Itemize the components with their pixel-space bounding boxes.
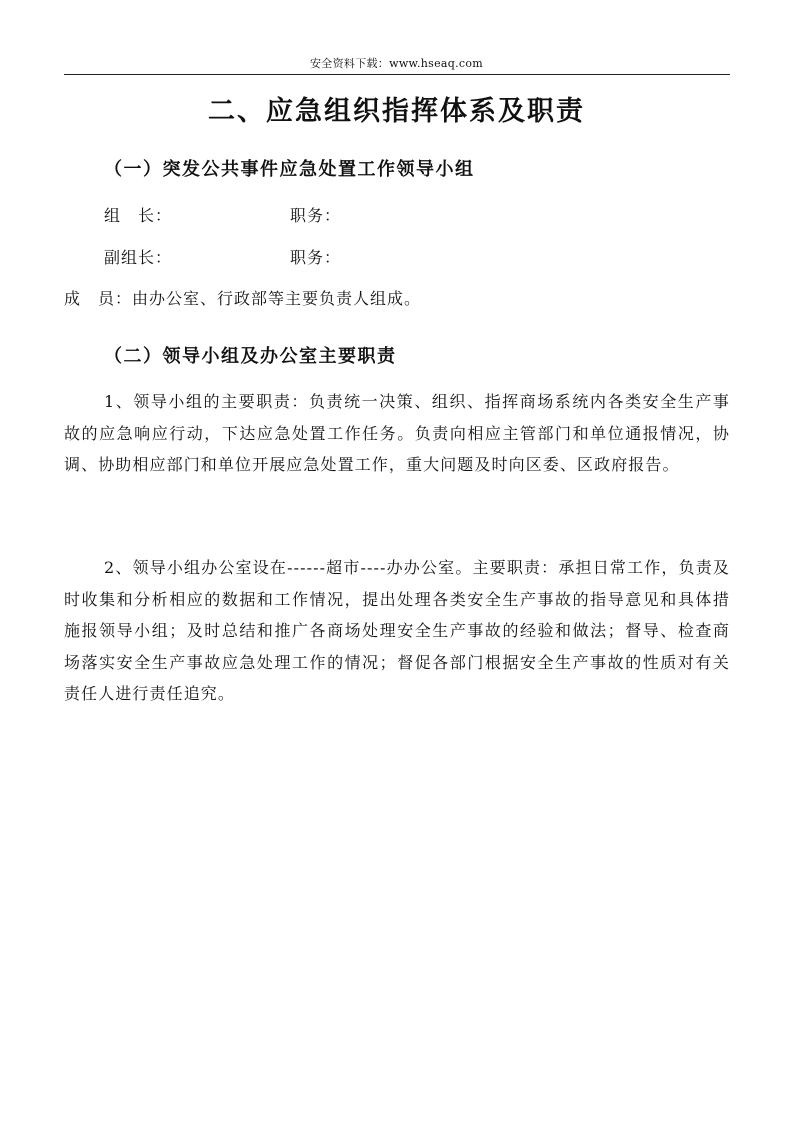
members-line: 成 员：由办公室、行政部等主要负责人组成。 [64,289,422,308]
leader-label: 组 长： [104,206,173,225]
responsibility-paragraph-2: 2、领导小组办公室设在------超市----办办公室。主要职责：承担日常工作，负责及时收集和分析相应的数据和工作情况，提出处理各类安全生产事故的指导意见和具体措施报领导小组；及时总结和推广各商场处理安全生产事故的经验和做法；督导、检查商场落实安全生产事故应急处理工作的情况；督促各部门根据安全生产事故的性质对有关责任人进行责任追究。 [64,558,730,703]
section-2-heading: （二）领导小组及办公室主要职责 [104,346,397,367]
deputy-duty-label: 职务： [290,248,342,267]
page-header-source: 安全资料下载：www.hseaq.com [310,57,483,70]
document-title: 二、应急组织指挥体系及职责 [208,96,585,127]
section-1-heading: （一）突发公共事件应急处置工作领导小组 [104,159,475,180]
header-divider [64,74,730,75]
leader-duty-label: 职务： [290,206,342,225]
responsibility-paragraph-1: 1、领导小组的主要职责：负责统一决策、组织、指挥商场系统内各类安全生产事故的应急响应行动，下达应急处置工作任务。负责向相应主管部门和单位通报情况，协调、协助相应部门和单位开展应急处置工作，重大问题及时向区委、区政府报告。 [64,392,730,474]
deputy-label: 副组长： [104,248,173,267]
